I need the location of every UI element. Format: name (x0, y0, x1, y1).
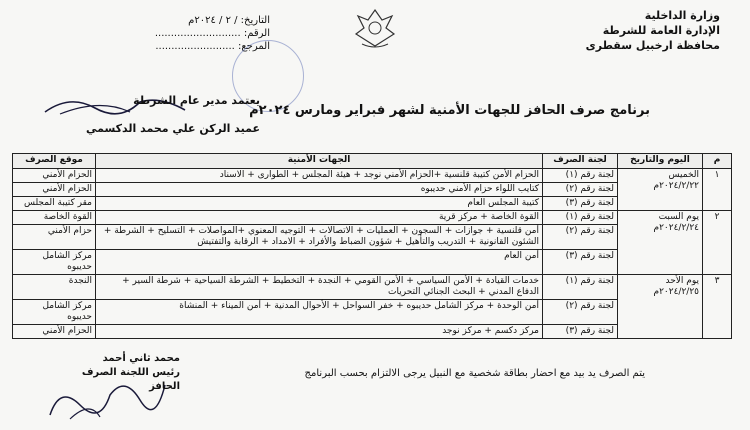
col-header-num: م (703, 154, 732, 169)
col-header-location: موقع الصرف (13, 154, 96, 169)
location-cell: النجدة (13, 275, 96, 300)
location-cell: الحزام الأمني (13, 183, 96, 197)
committee-cell: لجنة رقم (١) (543, 275, 618, 300)
day-label: يوم السبت (658, 212, 699, 222)
approval-line: يعتمد مدير عام الشرطة (133, 94, 260, 107)
entities-cell: مركز دكسم + مركز نوجد (96, 325, 543, 339)
col-header-committee: لجنة الصرف (543, 154, 618, 169)
entities-cell: أمن العام (96, 250, 543, 275)
table-row (13, 211, 732, 225)
location-cell: الحزام الأمني (13, 325, 96, 339)
entities-cell: القوة الخاصة + مركز قرية (96, 211, 543, 225)
location-cell: القوة الخاصة (13, 211, 96, 225)
location-cell: مركز الشامل حديبوه (13, 300, 96, 325)
committee-cell: لجنة رقم (٢) (543, 300, 618, 325)
republic-emblem-icon (352, 6, 398, 50)
date-label: ٢٠٢٤/٢/٢٥م (653, 287, 699, 297)
col-header-day: اليوم والتاريخ (618, 154, 703, 169)
committee-cell: لجنة رقم (١) (543, 169, 618, 183)
location-cell: مركز الشامل حديبوه (13, 250, 96, 275)
col-header-entities: الجهات الأمنية (96, 154, 543, 169)
signatory-role: رئيس اللجنة الصرف الحافز (81, 367, 180, 392)
committee-cell: لجنة رقم (١) (543, 211, 618, 225)
date-label: ٢٠٢٤/٢/٢٤م (653, 223, 699, 233)
attachments-field: المرجع: ......................... (155, 41, 270, 52)
location-cell: الحزام الأمني (13, 169, 96, 183)
row-number: ١ (703, 169, 732, 211)
day-date-cell (618, 211, 703, 275)
date-label: ٢٠٢٤/٢/٢٢م (653, 181, 699, 191)
footer-signature-block (70, 352, 180, 394)
entities-cell: أمن الوحدة + مركز الشامل حديبوه + خفر السواحل + الأحوال المدنية + أمن الميناء + المنشاة (96, 300, 543, 325)
ministry-header (586, 8, 720, 53)
disbursement-table (12, 153, 732, 339)
document-title: برنامج صرف الحافز للجهات الأمنية لشهر فبراير ومارس ٢٠٢٤م (249, 103, 650, 118)
row-number: ٢ (703, 211, 732, 275)
entities-cell: كتيبة المجلس العام (96, 197, 543, 211)
day-label: يوم الأحد (665, 276, 699, 286)
governorate-line: محافظة ارخبيل سقطرى (585, 39, 720, 52)
committee-cell: لجنة رقم (٢) (543, 225, 618, 250)
approval-block (10, 92, 260, 138)
table-row (13, 275, 732, 300)
directorate-line: الإدارة العامة للشرطة (602, 24, 720, 37)
signatory-name: محمد ثاني أحمد (102, 353, 180, 364)
approver-name: عميد الركن علي محمد الدكسمي (85, 122, 260, 135)
table-row (13, 169, 732, 183)
committee-cell: لجنة رقم (٣) (543, 250, 618, 275)
committee-cell: لجنة رقم (٣) (543, 197, 618, 211)
entities-cell: خدمات القيادة + الأمن السياسي + الأمن القومي + النجدة + التخطيط + الشرطة السياحية + شرطة السير + الدفاع المدني + البحث الجنائي التحريات (96, 275, 543, 300)
location-cell: حزام الأمني (13, 225, 96, 250)
table-header-row (13, 154, 732, 169)
date-field: التاريخ: / ٢ / ٢٠٢٤م (188, 15, 270, 26)
day-date-cell (618, 275, 703, 339)
footer-note: يتم الصرف يد بيد مع احضار بطاقة شخصية مع النبيل يرجى الالتزام بحسب البرنامج (304, 368, 645, 379)
ref-number-field: الرقم: ........................... (154, 28, 270, 39)
location-cell: مقر كتيبة المجلس (13, 197, 96, 211)
day-label: الخميس (668, 170, 699, 180)
ministry-line: وزارة الداخلية (644, 9, 720, 22)
day-date-cell (618, 169, 703, 211)
entities-cell: الحزام الأمن كتيبة قلنسية +الحزام الأمني نوجد + هيئة المجلس + الطوارى + الاسناد (96, 169, 543, 183)
committee-cell: لجنة رقم (٢) (543, 183, 618, 197)
row-number: ٣ (703, 275, 732, 339)
entities-cell: كتايب اللواء حزام الأمني حديبوه (96, 183, 543, 197)
entities-cell: أمن قلنسية + جوازات + السجون + العمليات + الاتصالات + التوجيه المعنوي +المواصلات + التسليح + الشرطة + الشئون القانونية + التدريب والتأهيل + شؤون الضباط والأفراد + الامداد + الرقابة والتفتيش (96, 225, 543, 250)
committee-cell: لجنة رقم (٣) (543, 325, 618, 339)
